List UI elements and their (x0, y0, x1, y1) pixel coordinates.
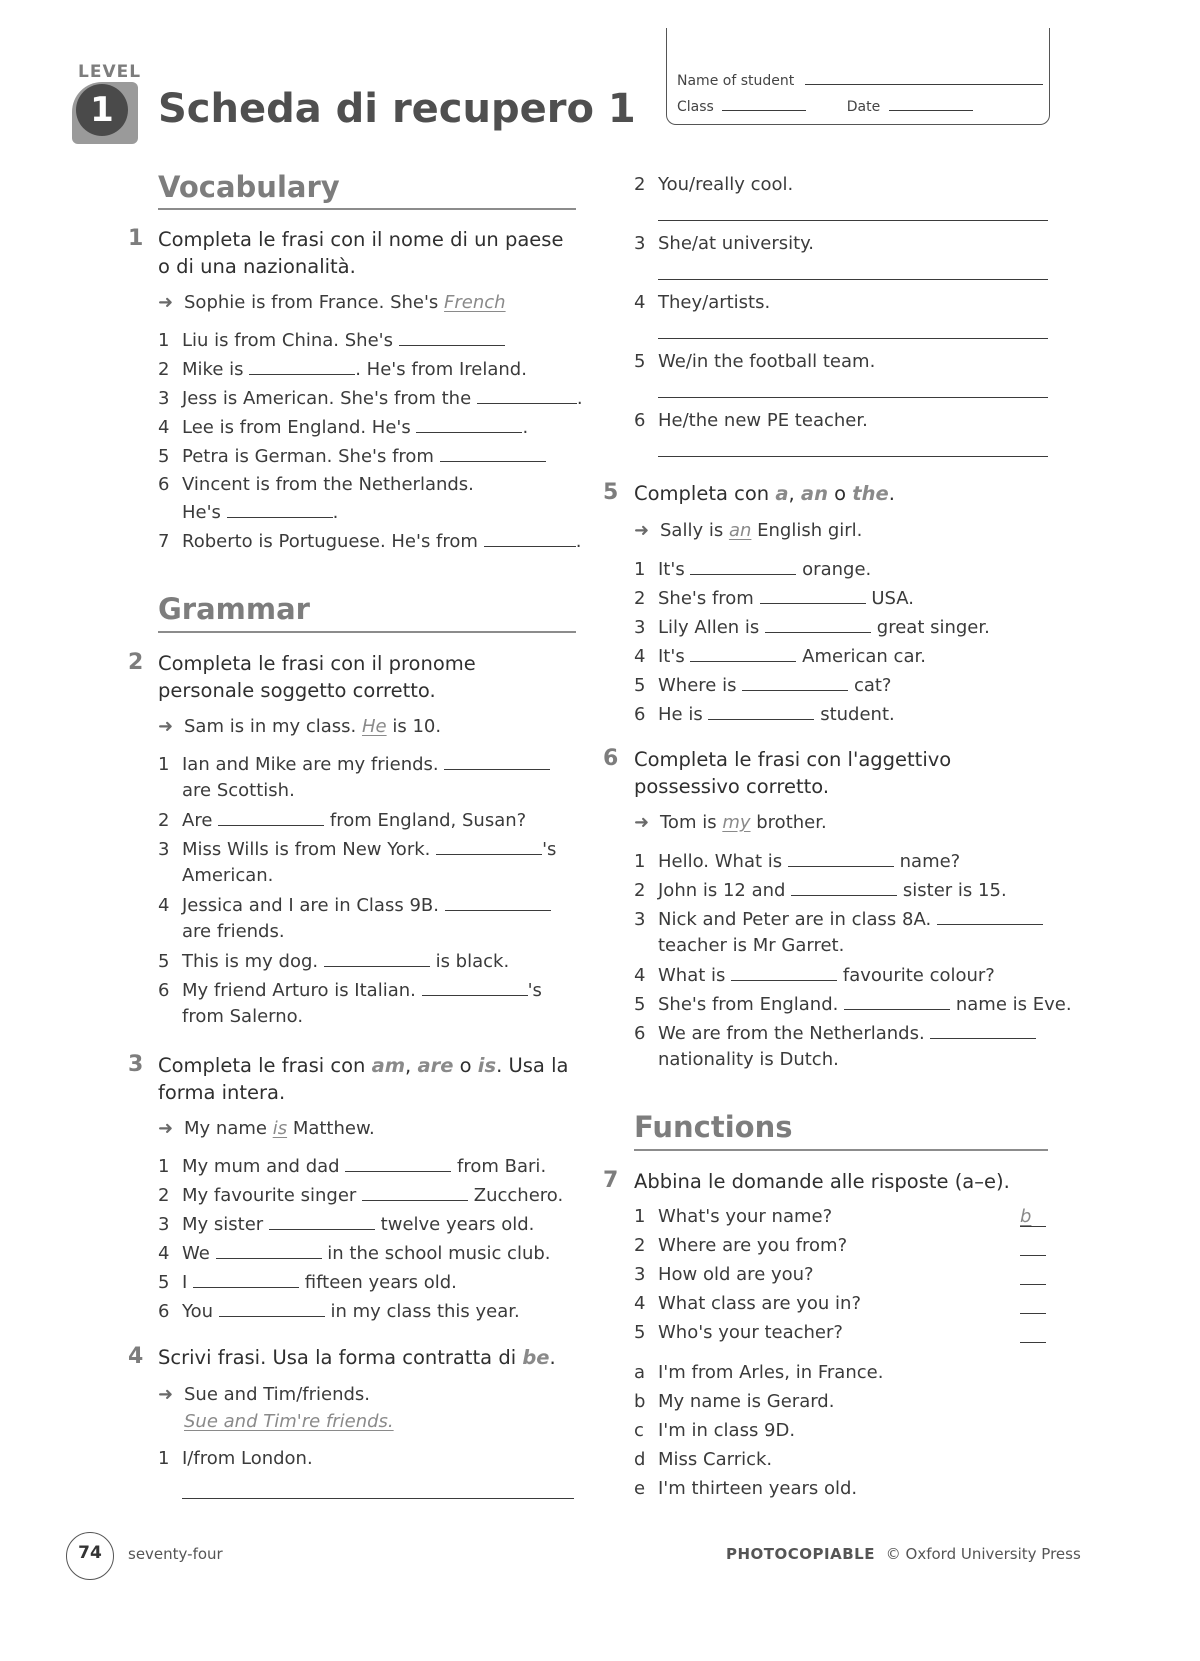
exercise-4-example: ➜ Sue and Tim/friends. (158, 1382, 370, 1408)
exercise-7-answer-e: e I'm thirteen years old. (634, 1478, 858, 1499)
exercise-1-instruction: Completa le frasi con il nome di un paese o di una nazionalità. (158, 228, 564, 278)
exercise-1-number: 1 (128, 226, 144, 251)
answer-blank[interactable] (345, 1153, 451, 1172)
copyright-text: © Oxford University Press (885, 1545, 1081, 1563)
level-number: 1 (90, 90, 114, 130)
section-rule-grammar (158, 631, 576, 633)
exercise-1-item-7: 7 Roberto is Portuguese. He's from . (158, 528, 581, 555)
exercise-7-question-3: 3 How old are you? (634, 1264, 814, 1285)
exercise-5-item-2: 2 She's from USA. (634, 585, 914, 612)
exercise-4-item-6: 6 He/the new PE teacher. (634, 410, 868, 431)
student-info-box (666, 28, 1050, 125)
exercise-4-example-answer: Sue and Tim're friends. (184, 1411, 394, 1432)
answer-line[interactable] (658, 456, 1048, 457)
answer-blank[interactable] (219, 1298, 325, 1317)
exercise-1-item-4: 4 Lee is from England. He's . (158, 414, 528, 441)
exercise-4-item-1: 1 I/from London. (158, 1448, 313, 1469)
level-label: LEVEL (78, 62, 142, 82)
exercise-7-question-1: 1 What's your name? (634, 1206, 833, 1227)
exercise-2-number: 2 (128, 650, 144, 675)
exercise-7-instruction: Abbina le domande alle risposte (a–e). (634, 1170, 1010, 1193)
answer-blank[interactable] (436, 836, 542, 855)
exercise-3-item-3: 3 My sister twelve years old. (158, 1211, 534, 1238)
exercise-6-item-1: 1 Hello. What is name? (634, 848, 960, 875)
exercise-4-instruction: Scrivi frasi. Usa la forma contratta di be. (158, 1346, 556, 1369)
exercise-1-item-2: 2 Mike is . He's from Ireland. (158, 356, 527, 383)
section-rule-vocabulary (158, 208, 576, 210)
answer-blank[interactable] (690, 643, 796, 662)
footer-credit (726, 1545, 1081, 1563)
exercise-7-answer-c: c I'm in class 9D. (634, 1420, 796, 1441)
example-answer: my (722, 812, 751, 833)
section-title-functions: Functions (634, 1110, 793, 1144)
exercise-6-example: ➜ Tom is my brother. (634, 810, 827, 836)
exercise-5-number: 5 (603, 480, 619, 505)
class-field[interactable] (722, 98, 806, 111)
match-answer-blank[interactable] (1020, 1313, 1046, 1314)
answer-blank[interactable] (445, 892, 551, 911)
section-title-grammar: Grammar (158, 592, 310, 626)
name-of-student-field[interactable] (805, 72, 1043, 85)
answer-blank[interactable] (249, 356, 355, 375)
exercise-6-item-6: 6 We are from the Netherlands. (634, 1020, 1036, 1047)
exercise-4-item-4: 4 They/artists. (634, 292, 771, 313)
exercise-2-item-3-line2: American. (182, 865, 274, 886)
answer-blank[interactable] (760, 585, 866, 604)
exercise-6-instruction: Completa le frasi con l'aggettivo possessivo corretto. (634, 748, 952, 798)
example-answer: French (444, 292, 506, 313)
answer-blank[interactable] (791, 877, 897, 896)
exercise-6-item-3-line2: teacher is Mr Garret. (658, 935, 845, 956)
answer-blank[interactable] (788, 848, 894, 867)
exercise-3-item-2: 2 My favourite singer Zucchero. (158, 1182, 563, 1209)
match-answer-blank[interactable] (1020, 1342, 1046, 1343)
answer-blank[interactable] (477, 385, 577, 404)
page-title: Scheda di recupero 1 (158, 86, 636, 132)
exercise-3-item-4: 4 We in the school music club. (158, 1240, 551, 1267)
arrow-icon: ➜ (158, 1118, 174, 1139)
match-answer-blank[interactable] (1020, 1255, 1046, 1256)
exercise-3-item-6: 6 You in my class this year. (158, 1298, 520, 1325)
answer-blank[interactable] (708, 701, 814, 720)
exercise-6-item-6-line2: nationality is Dutch. (658, 1049, 839, 1070)
answer-blank[interactable] (444, 751, 550, 770)
answer-blank[interactable] (227, 499, 333, 518)
photocopiable-label: PHOTOCOPIABLE (726, 1545, 875, 1563)
section-rule-functions (634, 1149, 1048, 1151)
exercise-2-instruction: Completa le frasi con il pronome personale soggetto corretto. (158, 652, 476, 702)
answer-blank[interactable] (765, 614, 871, 633)
arrow-icon: ➜ (158, 292, 174, 313)
exercise-7-answer-1: b (1020, 1206, 1032, 1227)
page-number-badge (66, 1532, 114, 1580)
arrow-icon: ➜ (634, 520, 650, 541)
answer-blank[interactable] (484, 528, 576, 547)
exercise-3-number: 3 (128, 1052, 144, 1077)
class-label: Class (677, 99, 714, 115)
exercise-3-instruction: Completa le frasi con am, are o is. Usa la forma intera. (158, 1054, 569, 1104)
answer-blank[interactable] (193, 1269, 299, 1288)
exercise-2-item-4-line2: are friends. (182, 921, 285, 942)
exercise-1-item-1: 1 Liu is from China. She's (158, 327, 505, 354)
exercise-7-answer-a: a I'm from Arles, in France. (634, 1362, 884, 1383)
answer-blank[interactable] (218, 807, 324, 826)
exercise-7-question-5: 5 Who's your teacher? (634, 1322, 843, 1343)
exercise-7-answer-b: b My name is Gerard. (634, 1391, 835, 1412)
exercise-7-question-2: 2 Where are you from? (634, 1235, 848, 1256)
answer-blank[interactable] (422, 977, 528, 996)
exercise-7-answer-d: d Miss Carrick. (634, 1449, 773, 1470)
arrow-icon: ➜ (634, 812, 650, 833)
answer-blank[interactable] (731, 962, 837, 981)
exercise-5-item-5: 5 Where is cat? (634, 672, 891, 699)
level-badge (70, 60, 140, 146)
exercise-2-item-1-line2: are Scottish. (182, 780, 295, 801)
answer-blank[interactable] (416, 414, 522, 433)
exercise-6-number: 6 (603, 746, 619, 771)
exercise-4-number: 4 (128, 1344, 144, 1369)
answer-line[interactable] (658, 220, 1048, 221)
exercise-2-item-1: 1 Ian and Mike are my friends. (158, 751, 550, 778)
answer-line[interactable] (658, 397, 1048, 398)
date-field[interactable] (889, 98, 973, 111)
exercise-4-item-5: 5 We/in the football team. (634, 351, 876, 372)
exercise-2-item-6-line2: from Salerno. (182, 1006, 304, 1027)
example-answer: an (728, 520, 752, 541)
answer-blank[interactable] (844, 991, 950, 1010)
match-answer-blank[interactable] (1020, 1226, 1046, 1227)
exercise-1-item-3: 3 Jess is American. She's from the . (158, 385, 583, 412)
date-label: Date (846, 99, 881, 115)
section-title-vocabulary: Vocabulary (158, 170, 340, 204)
exercise-2-item-5: 5 This is my dog. is black. (158, 948, 509, 975)
answer-blank[interactable] (216, 1240, 322, 1259)
answer-line[interactable] (658, 279, 1048, 280)
exercise-5-instruction: Completa con a, an o the. (634, 482, 895, 505)
exercise-4-item-2: 2 You/really cool. (634, 174, 794, 195)
exercise-1-item-5: 5 Petra is German. She's from (158, 443, 546, 470)
exercise-4-item-3: 3 She/at university. (634, 233, 814, 254)
exercise-5-item-1: 1 It's orange. (634, 556, 871, 583)
page-number: 74 (78, 1543, 102, 1563)
match-answer-blank[interactable] (1020, 1284, 1046, 1285)
exercise-5-item-4: 4 It's American car. (634, 643, 926, 670)
exercise-5-example: ➜ Sally is an English girl. (634, 518, 862, 544)
exercise-2-example: ➜ Sam is in my class. He is 10. (158, 714, 441, 740)
exercise-3-item-1: 1 My mum and dad from Bari. (158, 1153, 546, 1180)
exercise-2-item-3: 3 Miss Wills is from New York. 's (158, 836, 556, 863)
answer-blank[interactable] (690, 556, 796, 575)
exercise-7-question-4: 4 What class are you in? (634, 1293, 862, 1314)
exercise-3-example: ➜ My name is Matthew. (158, 1116, 375, 1142)
exercise-6-item-2: 2 John is 12 and sister is 15. (634, 877, 1007, 904)
answer-blank[interactable] (937, 906, 1043, 925)
arrow-icon: ➜ (158, 716, 174, 737)
answer-blank[interactable] (324, 948, 430, 967)
answer-blank[interactable] (930, 1020, 1036, 1039)
example-answer: is (272, 1118, 288, 1139)
exercise-6-item-5: 5 She's from England. name is Eve. (634, 991, 1072, 1018)
page-number-words: seventy-four (128, 1545, 223, 1563)
answer-blank[interactable] (440, 443, 546, 462)
exercise-6-item-3: 3 Nick and Peter are in class 8A. (634, 906, 1043, 933)
exercise-5-item-3: 3 Lily Allen is great singer. (634, 614, 990, 641)
answer-blank[interactable] (269, 1211, 375, 1230)
exercise-6-item-4: 4 What is favourite colour? (634, 962, 995, 989)
exercise-1-item-6: 6 Vincent is from the Netherlands. (158, 474, 474, 495)
answer-blank[interactable] (399, 327, 505, 346)
answer-line[interactable] (658, 338, 1048, 339)
exercise-5-item-6: 6 He is student. (634, 701, 895, 728)
exercise-2-item-2: 2 Are from England, Susan? (158, 807, 526, 834)
answer-blank[interactable] (742, 672, 848, 691)
name-of-student-label: Name of student (677, 73, 795, 89)
exercise-1-example: ➜ Sophie is from France. She's French (158, 290, 506, 316)
exercise-1-item-6-line2: He's . (182, 499, 338, 526)
exercise-2-item-6: 6 My friend Arturo is Italian. 's (158, 977, 542, 1004)
exercise-2-item-4: 4 Jessica and I are in Class 9B. (158, 892, 551, 919)
exercise-3-item-5: 5 I fifteen years old. (158, 1269, 457, 1296)
answer-blank[interactable] (362, 1182, 468, 1201)
exercise-7-number: 7 (603, 1168, 619, 1193)
arrow-icon: ➜ (158, 1384, 174, 1405)
answer-line[interactable] (182, 1498, 574, 1499)
example-answer: He (362, 716, 387, 737)
